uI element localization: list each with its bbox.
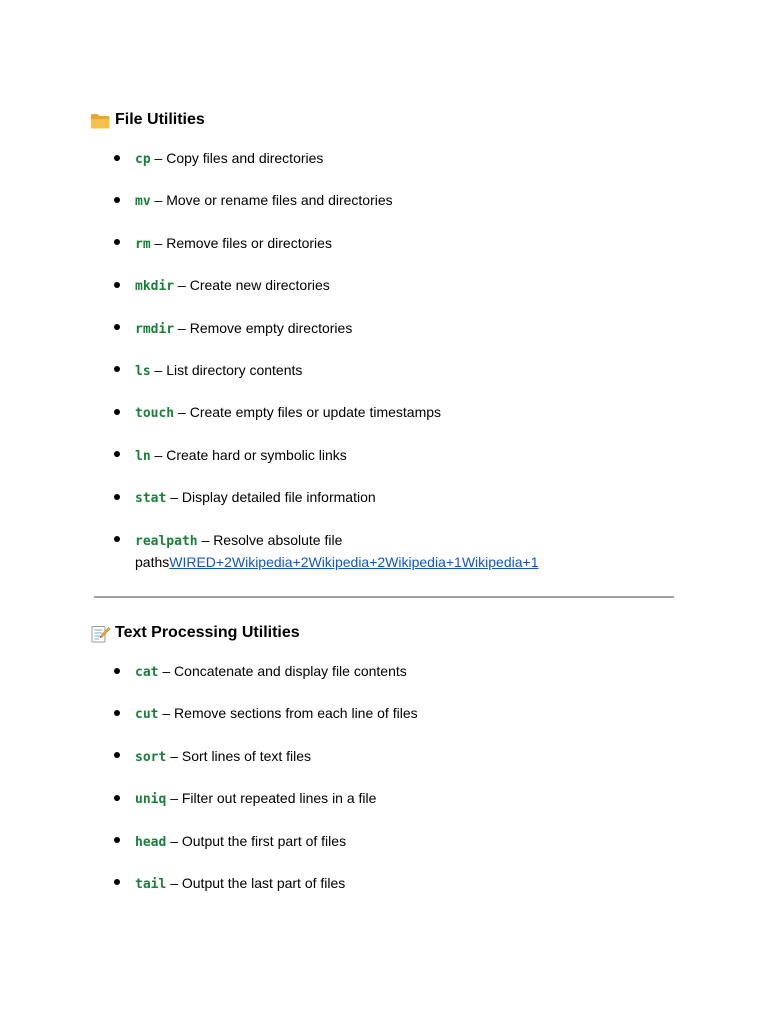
list-item xyxy=(110,318,670,340)
command-name: mv xyxy=(135,194,151,210)
command-name: cat xyxy=(135,665,159,680)
section-divider xyxy=(94,596,674,598)
list-item xyxy=(110,703,670,725)
command-description: – Create hard or symbolic links xyxy=(150,446,347,463)
bullet-icon xyxy=(114,451,120,457)
command-name: stat xyxy=(135,491,167,507)
command-name: uniq xyxy=(135,792,167,808)
command-description: – Copy files and directories xyxy=(150,150,324,166)
bullet-icon xyxy=(114,409,120,415)
file-utilities-heading xyxy=(90,110,205,130)
list-item xyxy=(110,148,670,170)
command-description-continued: paths xyxy=(135,553,170,570)
command-description: – Create empty files or update timestamps xyxy=(174,404,442,421)
list-item xyxy=(110,190,670,212)
list-item xyxy=(110,831,670,853)
command-name: ln xyxy=(135,448,151,464)
command-description: – Resolve absolute file xyxy=(197,531,343,548)
bullet-icon xyxy=(114,197,120,203)
command-description: – Filter out repeated lines in a file xyxy=(166,790,377,807)
command-name: rm xyxy=(135,236,151,252)
list-item xyxy=(110,402,670,424)
command-name: touch xyxy=(135,406,175,422)
list-item xyxy=(110,746,670,768)
command-description: – Remove empty directories xyxy=(174,319,353,336)
bullet-icon xyxy=(114,795,120,801)
bullet-icon xyxy=(114,155,120,161)
text-processing-title: Text Processing Utilities xyxy=(115,624,300,641)
list-item xyxy=(110,275,670,297)
command-name: sort xyxy=(135,749,167,765)
command-description: – Sort lines of text files xyxy=(166,747,312,764)
command-name: head xyxy=(135,834,167,850)
command-description: – Move or rename files and directories xyxy=(150,192,393,209)
command-name: rmdir xyxy=(135,321,175,337)
list-item xyxy=(110,530,670,572)
bullet-icon xyxy=(114,710,120,716)
command-description: – Create new directories xyxy=(174,277,330,294)
command-name: tail xyxy=(135,876,167,892)
text-processing-list xyxy=(110,661,670,915)
command-name: realpath xyxy=(135,533,198,549)
command-name: cp xyxy=(135,152,151,167)
text-processing-heading xyxy=(90,623,300,643)
bullet-icon xyxy=(114,879,120,885)
list-item xyxy=(110,788,670,810)
file-utilities-list xyxy=(110,148,670,592)
bullet-icon xyxy=(114,366,120,372)
list-item xyxy=(110,360,670,382)
list-item xyxy=(110,487,670,509)
command-description: – Output the first part of files xyxy=(166,832,347,849)
list-item xyxy=(110,661,670,683)
source-citation-link[interactable]: WIRED+2Wikipedia+2Wikipedia+2Wikipedia+1Wikipedia+1 xyxy=(169,553,539,570)
bullet-icon xyxy=(114,752,120,758)
list-item xyxy=(110,873,670,895)
bullet-icon xyxy=(114,837,120,843)
command-name: ls xyxy=(135,363,151,379)
command-name: mkdir xyxy=(135,279,175,295)
bullet-icon xyxy=(114,239,120,245)
command-description: – Remove files or directories xyxy=(150,234,332,251)
command-name: cut xyxy=(135,707,159,723)
command-description: – Display detailed file information xyxy=(166,489,376,506)
memo-icon xyxy=(90,625,111,643)
list-item xyxy=(110,445,670,467)
bullet-icon xyxy=(114,324,120,330)
bullet-icon xyxy=(114,494,120,500)
command-description: – Remove sections from each line of files xyxy=(158,705,418,722)
bullet-icon xyxy=(114,282,120,288)
bullet-icon xyxy=(114,668,120,674)
file-utilities-title: File Utilities xyxy=(115,111,205,128)
command-description: – Concatenate and display file contents xyxy=(158,663,407,679)
folder-icon xyxy=(90,112,111,130)
command-description: – Output the last part of files xyxy=(166,874,346,891)
bullet-icon xyxy=(114,536,120,542)
command-description: – List directory contents xyxy=(150,361,303,378)
list-item xyxy=(110,233,670,255)
